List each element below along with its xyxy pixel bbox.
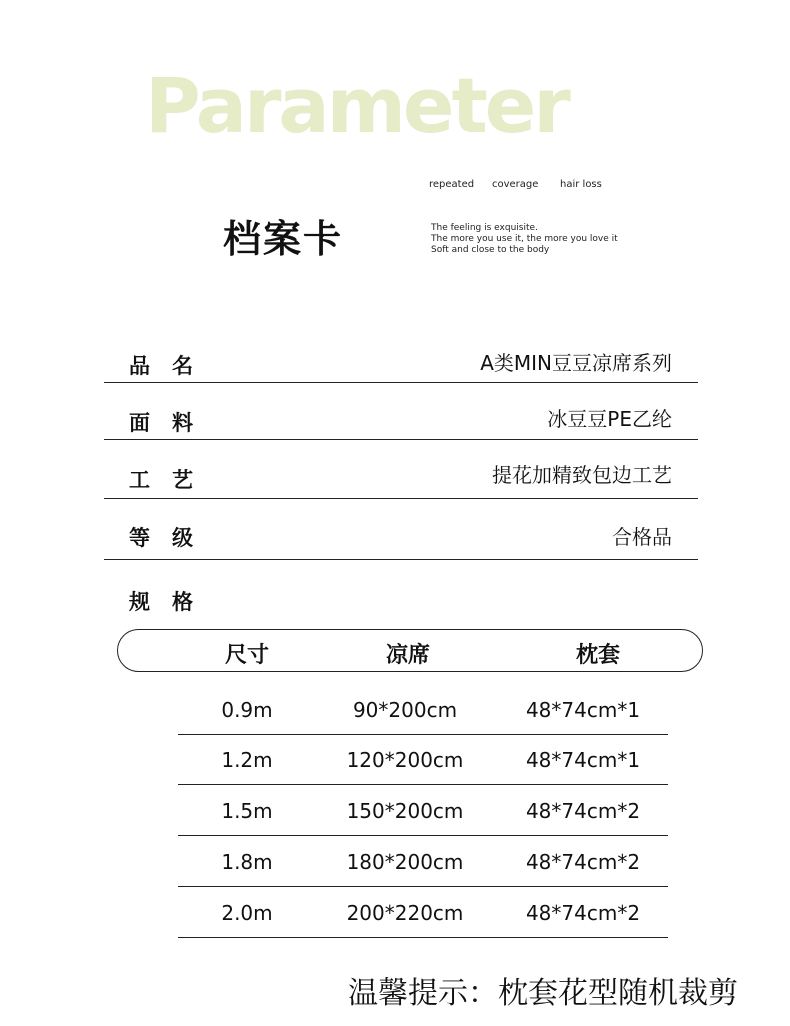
table-row: [178, 887, 668, 938]
card-title: 档案卡: [223, 217, 344, 261]
tagline-block: [431, 223, 618, 256]
tagline-line: The more you use it, the more you love it: [431, 234, 618, 244]
param-value: 提花加精致包边工艺: [492, 463, 672, 487]
param-row-fabric: [104, 397, 698, 440]
param-row-grade: [104, 513, 698, 560]
tag-hair-loss: hair loss: [560, 179, 602, 190]
tag-repeated: repeated: [429, 179, 475, 190]
cell-size: 1.2m: [221, 748, 273, 772]
param-value: 冰豆豆PE乙纶: [547, 407, 672, 431]
cell-mat: 180*200cm: [346, 850, 464, 874]
param-label: 面料: [129, 411, 215, 435]
param-label: 品名: [129, 354, 215, 378]
cell-pillowcase: 48*74cm*1: [525, 748, 641, 772]
param-row-craft: [104, 454, 698, 499]
cell-size: 0.9m: [221, 698, 273, 722]
header-mat: 凉席: [385, 643, 431, 668]
cell-size: 1.8m: [221, 850, 273, 874]
cell-pillowcase: 48*74cm*2: [525, 799, 641, 823]
table-row: [178, 785, 668, 836]
cell-mat: 200*220cm: [346, 901, 464, 925]
cell-mat: 120*200cm: [346, 748, 464, 772]
tagline-line: Soft and close to the body: [431, 245, 550, 255]
param-label: 工艺: [129, 468, 215, 492]
size-table-header: [117, 629, 703, 672]
param-value: 合格品: [612, 525, 672, 549]
cell-mat: 90*200cm: [352, 698, 458, 722]
param-label: 等级: [129, 526, 215, 550]
header-size: 尺寸: [224, 643, 270, 668]
cell-size: 1.5m: [221, 799, 273, 823]
header-pillowcase: 枕套: [575, 643, 621, 668]
tag-coverage: coverage: [492, 179, 539, 190]
warm-tip: 温馨提示：枕套花型随机裁剪: [348, 976, 738, 1011]
cell-pillowcase: 48*74cm*2: [525, 901, 641, 925]
parameter-heading: Parameter: [145, 61, 568, 150]
param-row-name: [104, 340, 698, 383]
spec-label: 规格: [129, 590, 215, 614]
cell-mat: 150*200cm: [346, 799, 464, 823]
table-row: [178, 684, 668, 735]
tagline-line: The feeling is exquisite.: [431, 223, 538, 233]
table-row: [178, 836, 668, 887]
cell-pillowcase: 48*74cm*1: [525, 698, 641, 722]
param-value: A类MIN豆豆凉席系列: [480, 351, 672, 375]
cell-pillowcase: 48*74cm*2: [525, 850, 641, 874]
table-row: [178, 734, 668, 785]
cell-size: 2.0m: [221, 901, 273, 925]
